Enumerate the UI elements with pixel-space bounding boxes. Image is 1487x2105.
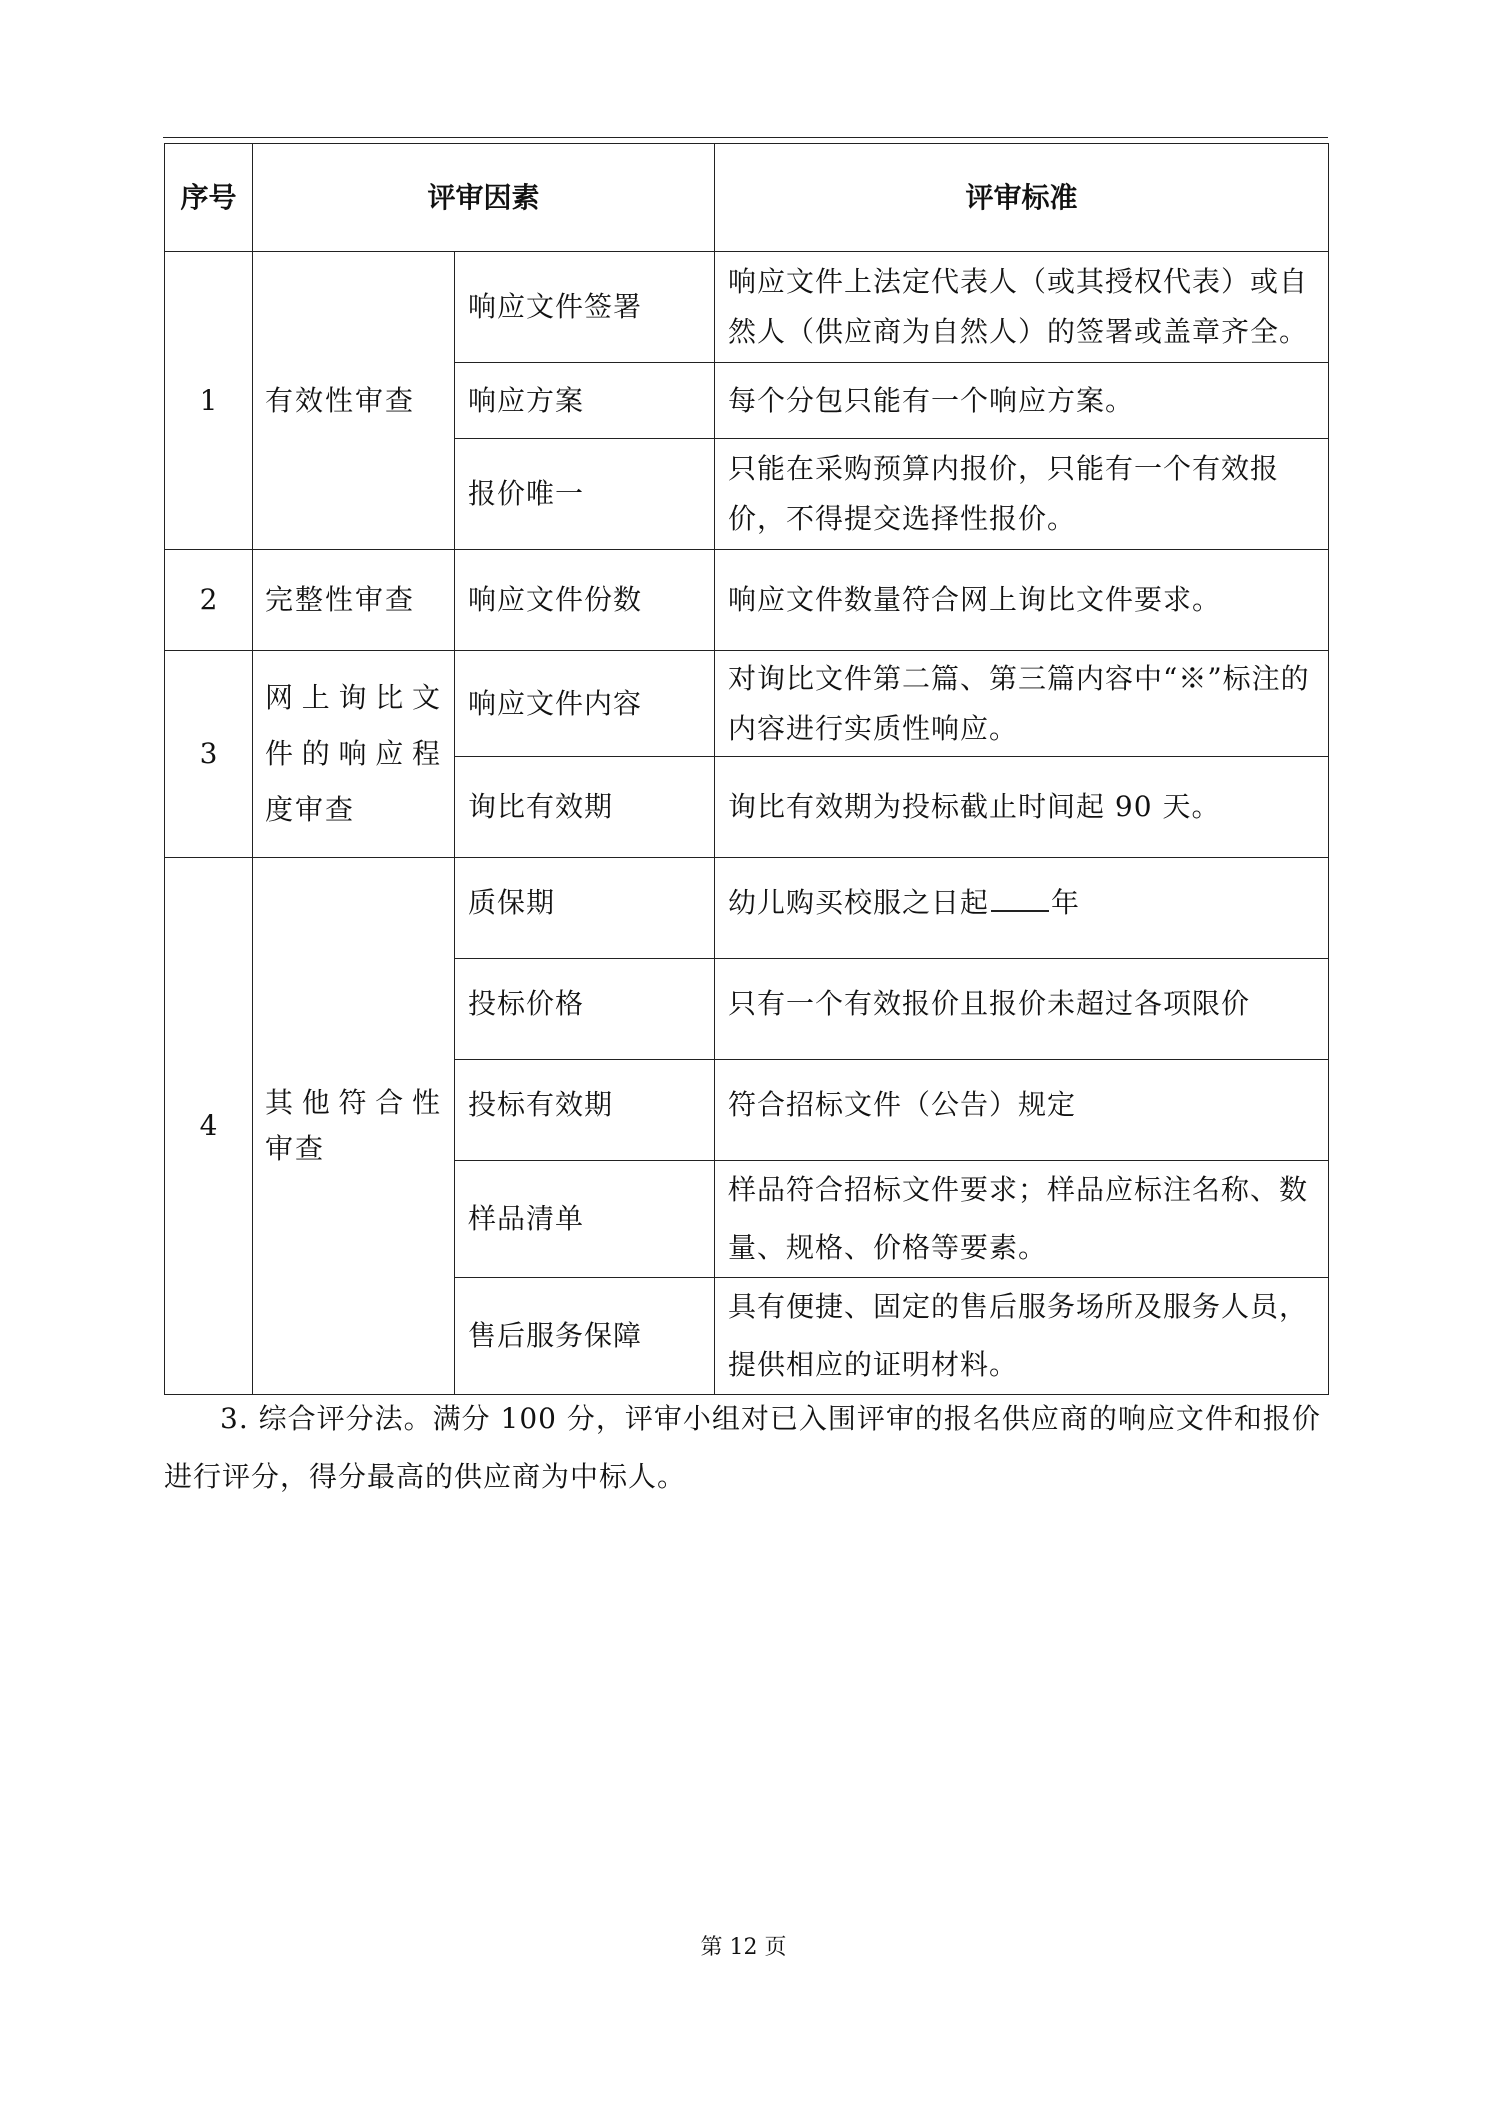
page-number: 第 12 页 [700, 1935, 787, 1960]
row-factor [253, 651, 455, 858]
row-sub-factor: 报价唯一 [455, 439, 715, 550]
header-seq: 序号 [165, 144, 253, 252]
row-sub-factor: 响应方案 [455, 363, 715, 439]
scoring-method-text: 3. 综合评分法。满分 100 分，评审小组对已入围评审的报名供应商的响应文件和报价进行评分，得分最高的供应商为中标人。 [164, 1402, 1321, 1493]
scoring-method-paragraph [164, 1390, 1328, 1506]
row-sub-factor: 投标有效期 [455, 1060, 715, 1161]
table-row [165, 858, 1329, 959]
row-standard: 每个分包只能有一个响应方案。 [715, 363, 1329, 439]
row-sub-factor: 响应文件份数 [455, 550, 715, 651]
table-header-row [165, 144, 1329, 252]
factor-line: 度审查 [265, 793, 356, 826]
row-standard: 询比有效期为投标截止时间起 90 天。 [715, 757, 1329, 858]
row-standard [715, 858, 1329, 959]
factor-line: 网上询比文 [265, 681, 442, 714]
warranty-blank-field [991, 880, 1049, 912]
row-seq: 4 [165, 858, 253, 1395]
row-seq: 2 [165, 550, 253, 651]
review-criteria-table [164, 143, 1329, 1395]
table-row [165, 550, 1329, 651]
row-standard: 具有便捷、固定的售后服务场所及服务人员，提供相应的证明材料。 [715, 1278, 1329, 1395]
row-sub-factor: 投标价格 [455, 959, 715, 1060]
row-standard: 响应文件数量符合网上询比文件要求。 [715, 550, 1329, 651]
row-factor: 完整性审查 [253, 550, 455, 651]
row-sub-factor: 响应文件签署 [455, 252, 715, 363]
row-seq: 1 [165, 252, 253, 550]
row-standard: 样品符合招标文件要求；样品应标注名称、数量、规格、价格等要素。 [715, 1161, 1329, 1278]
row-sub-factor: 质保期 [455, 858, 715, 959]
factor-line: 其他符合性 [265, 1086, 442, 1119]
row-factor [253, 858, 455, 1395]
row-sub-factor: 响应文件内容 [455, 651, 715, 757]
table-row [165, 252, 1329, 363]
top-rule [163, 137, 1328, 138]
table-row [165, 651, 1329, 757]
factor-line: 审查 [265, 1132, 326, 1165]
row-sub-factor: 售后服务保障 [455, 1278, 715, 1395]
row-sub-factor: 询比有效期 [455, 757, 715, 858]
factor-line: 件的响应程 [265, 737, 442, 770]
warranty-unit: 年 [1051, 886, 1081, 919]
header-standard: 评审标准 [715, 144, 1329, 252]
header-factor: 评审因素 [253, 144, 715, 252]
row-factor: 有效性审查 [253, 252, 455, 550]
row-standard: 只能在采购预算内报价，只能有一个有效报价，不得提交选择性报价。 [715, 439, 1329, 550]
row-standard: 对询比文件第二篇、第三篇内容中“※”标注的内容进行实质性响应。 [715, 651, 1329, 757]
row-standard: 只有一个有效报价且报价未超过各项限价 [715, 959, 1329, 1060]
row-sub-factor: 样品清单 [455, 1161, 715, 1278]
row-standard: 符合招标文件（公告）规定 [715, 1060, 1329, 1161]
row-standard: 响应文件上法定代表人（或其授权代表）或自然人（供应商为自然人）的签署或盖章齐全。 [715, 252, 1329, 363]
row-seq: 3 [165, 651, 253, 858]
warranty-text: 幼儿购买校服之日起 [728, 886, 990, 919]
